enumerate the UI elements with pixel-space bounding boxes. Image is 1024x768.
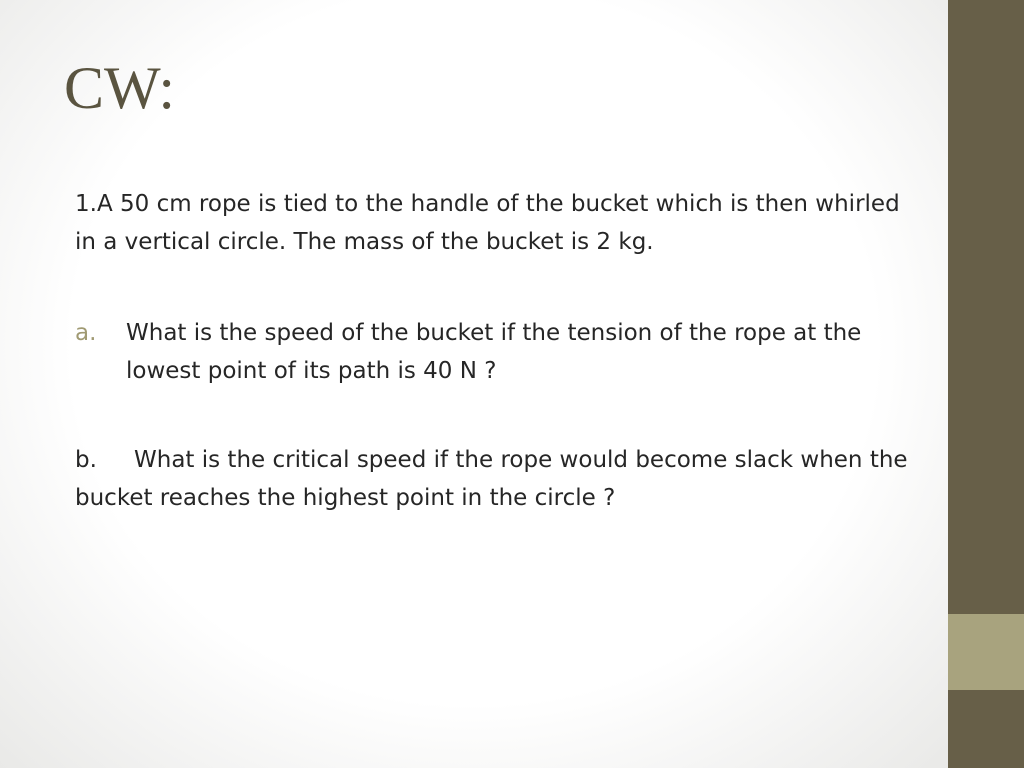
part-b-text: What is the critical speed if the rope would become slack when the bucket reaches the highest point in the circle ?	[75, 447, 908, 511]
slide-title: CW:	[64, 55, 176, 121]
problem-part-b	[75, 441, 915, 517]
part-b-marker: b.	[75, 447, 97, 473]
part-a-text: What is the speed of the bucket if the tension of the rope at the lowest point of its path is 40 N ?	[126, 320, 862, 384]
part-a-marker: a.	[75, 320, 97, 346]
problem-intro: 1.A 50 cm rope is tied to the handle of the bucket which is then whirled in a vertical circle. The mass of the bucket is 2 kg.	[75, 191, 900, 255]
problem-part-a	[75, 314, 915, 390]
side-decoration-accent	[948, 614, 1024, 690]
